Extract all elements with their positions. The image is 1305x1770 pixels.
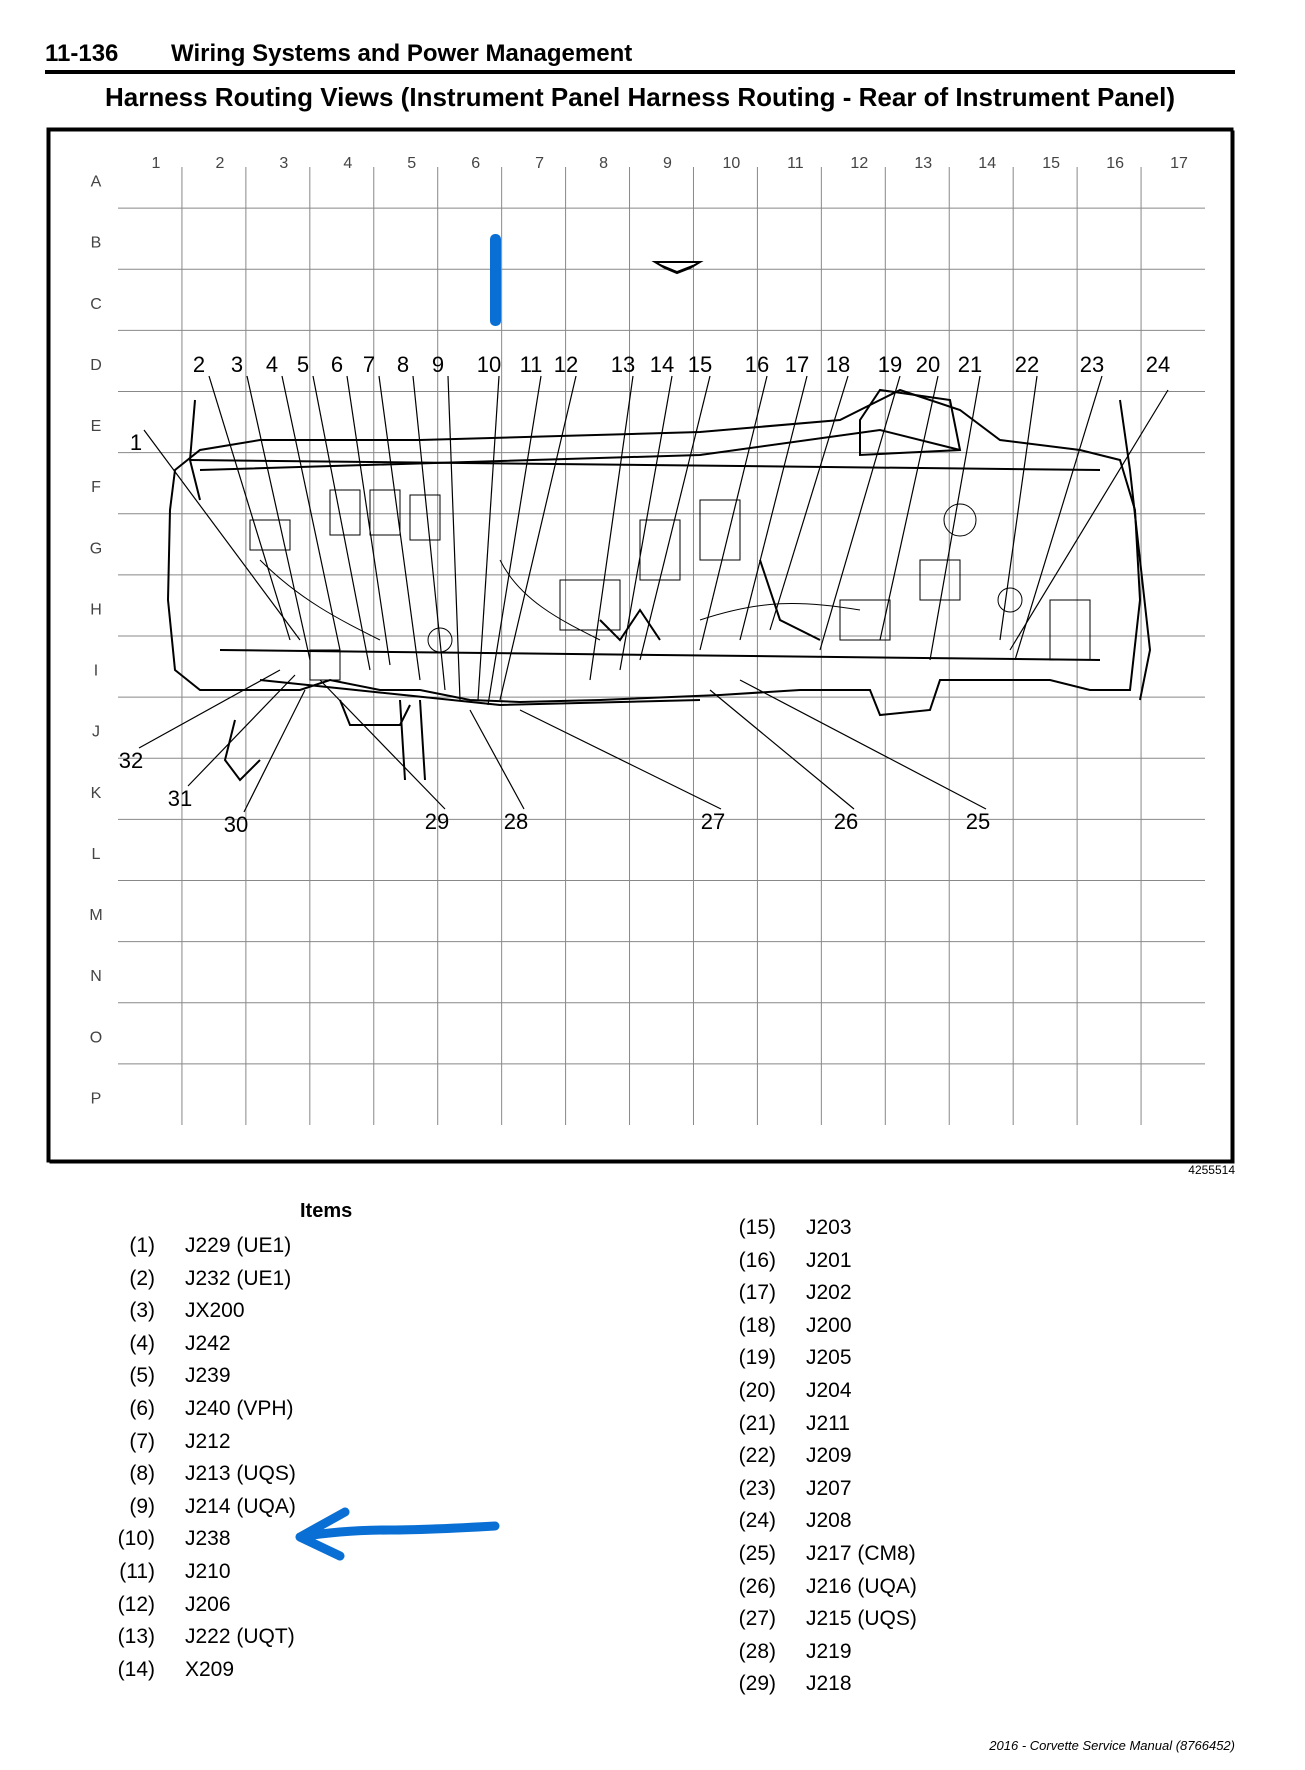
blue-arrow-annotation-icon <box>300 1512 495 1556</box>
item-number: (7) <box>129 1429 155 1453</box>
items-heading: Items <box>300 1200 353 1222</box>
callout-label: 32 <box>118 748 144 773</box>
item-number: (25) <box>738 1542 776 1565</box>
row-label: D <box>90 356 102 374</box>
item-code: J206 <box>185 1592 231 1616</box>
figure-frame <box>48 129 1232 1161</box>
item-code: J207 <box>806 1476 852 1500</box>
item-code: J216 (UQA) <box>806 1574 917 1598</box>
callout-label: 26 <box>833 809 859 834</box>
callout-label: 20 <box>915 352 941 377</box>
item-code: J202 <box>806 1281 852 1305</box>
item-number: (15) <box>738 1216 776 1239</box>
item-number: (10) <box>117 1527 155 1551</box>
item-code: J212 <box>185 1429 231 1453</box>
item-code: J211 <box>806 1411 850 1435</box>
item-number: (17) <box>738 1281 776 1305</box>
item-code: J200 <box>806 1313 852 1337</box>
callout-label: 11 <box>519 352 543 377</box>
page-footer: 2016 - Corvette Service Manual (8766452) <box>989 1738 1235 1753</box>
row-label: C <box>90 295 102 313</box>
callout-label: 9 <box>431 352 445 377</box>
item-code: J242 <box>185 1331 231 1355</box>
col-label: 8 <box>599 155 609 172</box>
col-label: 17 <box>1170 155 1188 172</box>
item-number: (14) <box>117 1657 155 1681</box>
item-number: (3) <box>129 1299 155 1323</box>
blue-highlight-mark <box>490 234 501 326</box>
item-code: J203 <box>806 1216 852 1239</box>
item-number: (23) <box>738 1476 776 1500</box>
item-number: (20) <box>738 1379 776 1402</box>
callout-label: 8 <box>396 352 410 377</box>
item-code: J229 (UE1) <box>185 1234 292 1257</box>
item-number: (27) <box>738 1607 776 1631</box>
callout-label: 4 <box>265 352 279 377</box>
callout-label: 17 <box>784 352 810 377</box>
item-code: J218 <box>806 1672 852 1696</box>
callout-label: 30 <box>223 812 249 837</box>
col-label: 5 <box>407 155 417 172</box>
callout-label: 16 <box>744 352 770 377</box>
callout-label: 18 <box>825 352 851 377</box>
row-label: J <box>92 723 100 741</box>
col-label: 13 <box>914 155 933 172</box>
col-label: 11 <box>787 155 804 172</box>
row-label: M <box>89 907 103 925</box>
item-number: (24) <box>738 1509 776 1533</box>
row-label: O <box>89 1029 103 1047</box>
row-label: B <box>90 234 102 252</box>
callout-label: 27 <box>700 809 726 834</box>
callout-label: 29 <box>424 809 450 834</box>
item-code: J209 <box>806 1444 852 1468</box>
item-number: (13) <box>117 1625 155 1649</box>
item-number: (16) <box>738 1248 776 1272</box>
col-label: 2 <box>215 155 225 172</box>
item-code: J205 <box>806 1346 852 1370</box>
callout-label: 31 <box>167 786 193 811</box>
row-label: F <box>91 479 101 497</box>
callout-label: 15 <box>687 352 713 377</box>
callout-label: 14 <box>649 352 675 377</box>
row-label: E <box>90 418 102 436</box>
item-number: (6) <box>129 1397 155 1420</box>
item-code: J213 (UQS) <box>185 1462 296 1486</box>
row-label: H <box>90 601 102 619</box>
page-number: 11-136 <box>45 40 119 67</box>
item-code: J201 <box>806 1248 852 1272</box>
col-label: 3 <box>279 155 289 172</box>
item-number: (29) <box>738 1672 776 1696</box>
callout-label: 19 <box>877 352 903 377</box>
item-number: (1) <box>129 1234 155 1257</box>
item-number: (21) <box>738 1411 776 1435</box>
item-number: (4) <box>129 1331 155 1355</box>
row-label: L <box>91 845 101 863</box>
item-code: J232 (UE1) <box>185 1266 292 1290</box>
figure-id: 4255514 <box>1188 1163 1235 1177</box>
row-label: K <box>90 784 102 802</box>
callout-label: 23 <box>1079 352 1105 377</box>
callout-label: 5 <box>296 352 310 377</box>
item-code: J222 (UQT) <box>185 1625 295 1649</box>
item-number: (18) <box>738 1313 776 1337</box>
item-code: J204 <box>806 1379 852 1402</box>
callout-label: 24 <box>1145 352 1171 377</box>
item-number: (28) <box>738 1639 776 1663</box>
callout-label: 1 <box>129 430 143 455</box>
col-label: 14 <box>978 155 997 172</box>
col-label: 6 <box>471 155 481 172</box>
row-label: G <box>89 540 103 558</box>
callout-label: 21 <box>957 352 983 377</box>
col-label: 1 <box>151 155 161 172</box>
col-label: 12 <box>850 155 869 172</box>
item-code: JX200 <box>185 1299 245 1323</box>
section-title: Wiring Systems and Power Management <box>171 40 633 67</box>
item-number: (11) <box>119 1560 155 1583</box>
item-number: (8) <box>129 1462 155 1486</box>
item-number: (5) <box>129 1364 155 1388</box>
callout-label: 22 <box>1014 352 1040 377</box>
callout-label: 28 <box>503 809 529 834</box>
callout-label: 13 <box>610 352 636 377</box>
item-code: J219 <box>806 1639 852 1663</box>
callout-label: 12 <box>553 352 579 377</box>
item-number: (22) <box>738 1444 776 1468</box>
callout-label: 25 <box>965 809 991 834</box>
item-number: (26) <box>738 1574 776 1598</box>
callout-label: 10 <box>476 352 502 377</box>
item-number: (12) <box>117 1592 155 1616</box>
col-label: 15 <box>1042 155 1061 172</box>
item-code: J208 <box>806 1509 852 1533</box>
item-code: J214 (UQA) <box>185 1494 296 1518</box>
item-code: J238 <box>185 1527 231 1551</box>
item-code: J217 (CM8) <box>806 1542 916 1565</box>
callout-label: 6 <box>330 352 344 377</box>
item-code: J215 (UQS) <box>806 1607 917 1631</box>
item-code: J239 <box>185 1364 231 1388</box>
row-label: A <box>90 173 102 191</box>
col-label: 16 <box>1106 155 1124 172</box>
callout-label: 3 <box>230 352 244 377</box>
callout-label: 2 <box>192 352 206 377</box>
col-label: 10 <box>722 155 741 172</box>
col-label: 9 <box>663 155 672 172</box>
item-number: (2) <box>129 1266 155 1290</box>
item-code: J240 (VPH) <box>185 1397 294 1420</box>
col-label: 7 <box>535 155 545 172</box>
callout-label: 7 <box>362 352 376 377</box>
row-label: P <box>90 1090 102 1108</box>
item-number: (19) <box>738 1346 776 1370</box>
figure-title: Harness Routing Views (Instrument Panel Harness Routing - Rear of Instrument Panel) <box>104 82 1176 112</box>
item-code: J210 <box>185 1560 231 1583</box>
item-code: X209 <box>185 1657 235 1681</box>
col-label: 4 <box>343 155 353 172</box>
row-label: N <box>90 968 102 986</box>
row-label: I <box>93 662 99 680</box>
item-number: (9) <box>129 1494 155 1518</box>
